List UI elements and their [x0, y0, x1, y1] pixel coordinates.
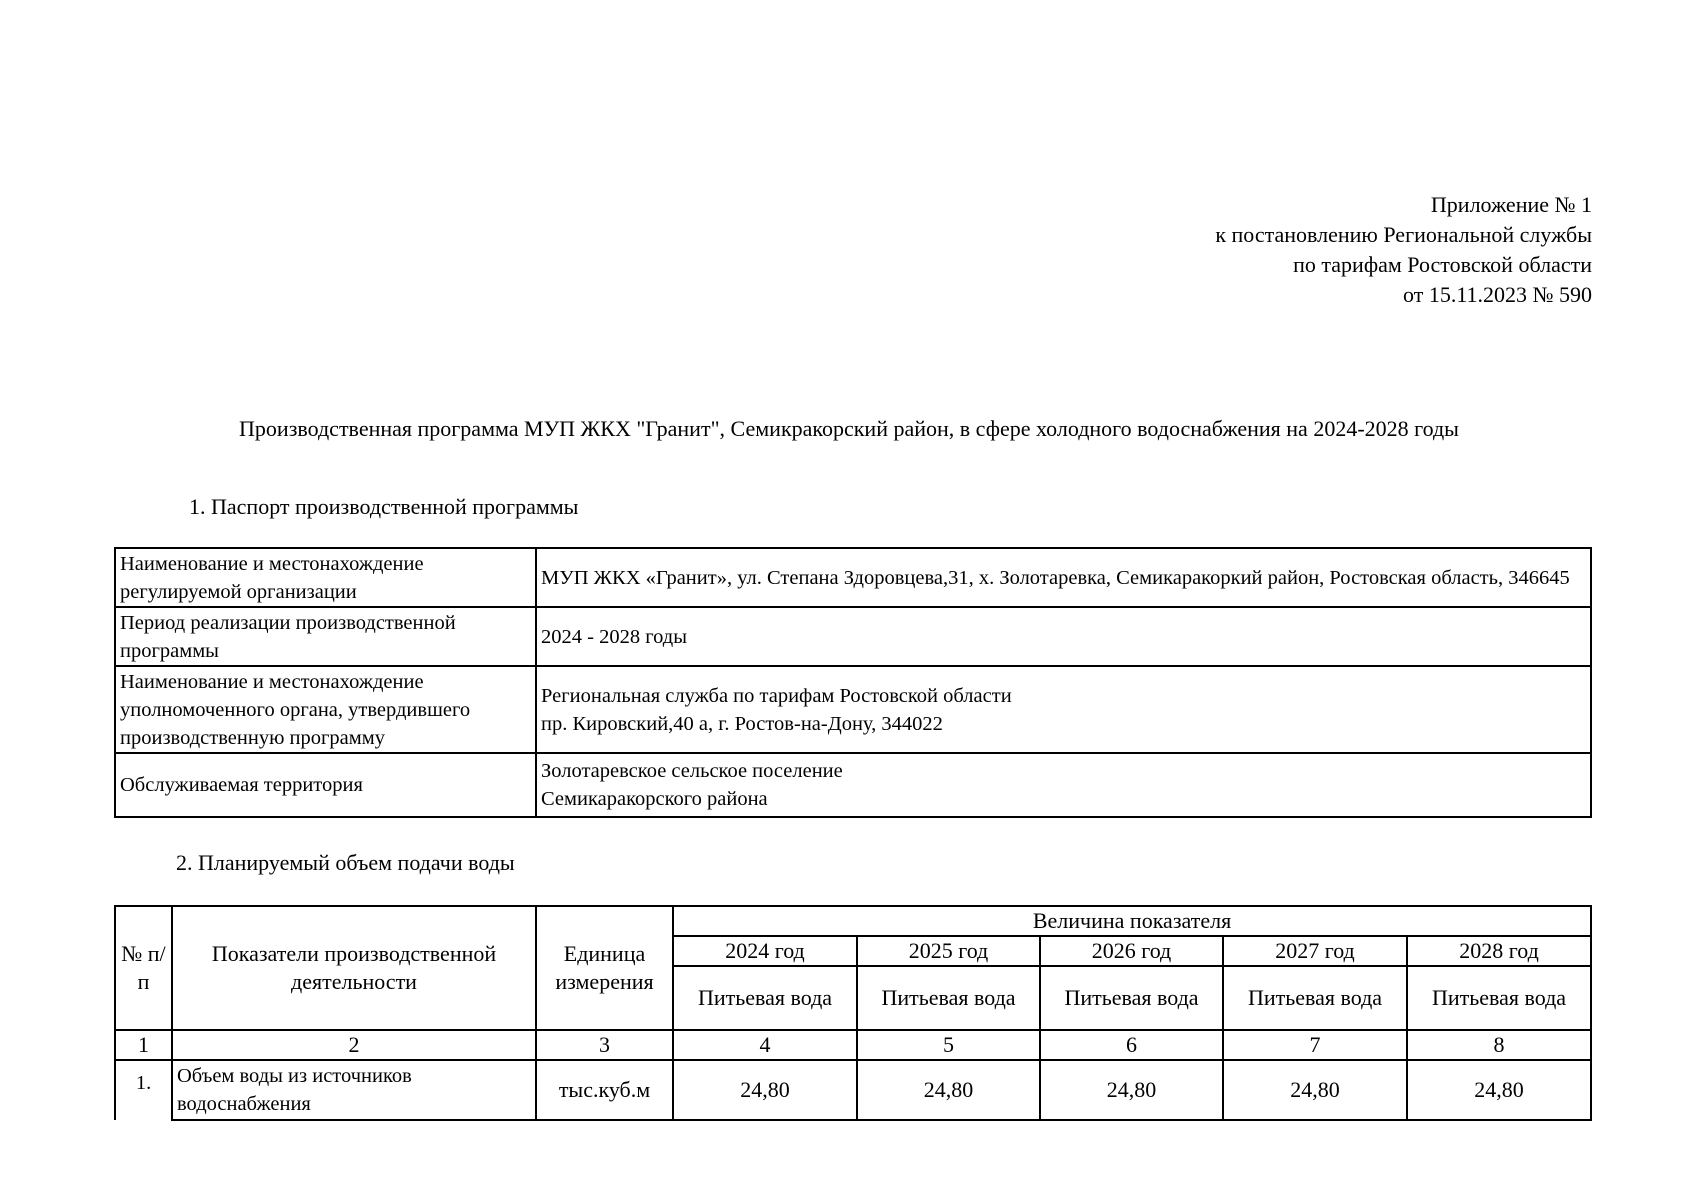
passport-table	[114, 547, 1592, 818]
header-indicator: Показатели производственной деятельности	[172, 906, 536, 1030]
appendix-line-4: от 15.11.2023 № 590	[1403, 282, 1592, 307]
header-unit: Единица измерения	[536, 906, 673, 1030]
header-subheader: Питьевая вода	[1040, 966, 1223, 1030]
header-subheader: Питьевая вода	[857, 966, 1040, 1030]
passport-value	[536, 607, 1591, 666]
header-year: 2026 год	[1040, 936, 1223, 966]
header-year: 2028 год	[1407, 936, 1591, 966]
passport-row	[115, 666, 1591, 753]
row-indicator: Объем воды из источников водоснабжения	[172, 1060, 536, 1120]
row-unit: тыс.куб.м	[536, 1060, 673, 1120]
header-value-group: Величина показателя	[673, 906, 1591, 936]
column-number: 7	[1223, 1030, 1407, 1060]
row-value: 24,80	[1040, 1060, 1223, 1120]
row-value: 24,80	[673, 1060, 857, 1120]
column-number: 3	[536, 1030, 673, 1060]
passport-value	[536, 548, 1591, 607]
passport-value-line: МУП ЖКХ «Гранит», ул. Степана Здоровцева,31, х. Золотаревка, Семикаракоркий район, Ростовская область, 346645	[541, 566, 1570, 589]
header-subheader: Питьевая вода	[1223, 966, 1407, 1030]
column-number: 2	[172, 1030, 536, 1060]
passport-label: Наименование и местонахождение уполномоченного органа, утвердившего производственную программу	[115, 666, 536, 753]
passport-value-line: Региональная служба по тарифам Ростовской области	[541, 684, 1012, 707]
header-year: 2025 год	[857, 936, 1040, 966]
passport-label: Обслуживаемая территория	[115, 753, 536, 817]
column-number: 6	[1040, 1030, 1223, 1060]
passport-value-line: Золотаревское сельское поселение	[541, 760, 843, 782]
section-2-heading: 2. Планируемый объем подачи воды	[176, 850, 515, 875]
column-number: 1	[115, 1030, 172, 1060]
appendix-line-3: по тарифам Ростовской области	[1293, 252, 1592, 277]
header-subheader: Питьевая вода	[673, 966, 857, 1030]
passport-value-line: 2024 - 2028 годы	[541, 625, 687, 648]
header-year: 2027 год	[1223, 936, 1407, 966]
header-row-1	[115, 906, 1591, 936]
row-value: 24,80	[1407, 1060, 1591, 1120]
appendix-line-1: Приложение № 1	[1430, 192, 1592, 217]
water-volume-table	[114, 905, 1592, 1121]
header-num: № п/п	[115, 906, 172, 1030]
passport-value-line: Семикаракорского района	[541, 788, 768, 810]
row-number: 1.	[115, 1060, 172, 1120]
row-value: 24,80	[857, 1060, 1040, 1120]
passport-value-line: пр. Кировский,40 а, г. Ростов-на-Дону, 344022	[541, 712, 943, 735]
column-number: 5	[857, 1030, 1040, 1060]
header-year: 2024 год	[673, 936, 857, 966]
table-row	[115, 1060, 1591, 1120]
row-value: 24,80	[1223, 1060, 1407, 1120]
passport-label: Период реализации производственной программы	[115, 607, 536, 666]
appendix-line-2: к постановлению Региональной службы	[1215, 222, 1592, 247]
passport-row	[115, 607, 1591, 666]
passport-label: Наименование и местонахождение регулируемой организации	[115, 548, 536, 607]
document-title: Производственная программа МУП ЖКХ "Гранит", Семикракорский район, в сфере холодного водоснабжения на 2024-2028 годы	[239, 416, 1459, 441]
column-number-row	[115, 1030, 1591, 1060]
passport-value	[536, 666, 1591, 753]
column-number: 4	[673, 1030, 857, 1060]
passport-row	[115, 753, 1591, 817]
passport-value	[536, 753, 1591, 817]
section-1-heading: 1. Паспорт производственной программы	[189, 494, 579, 519]
header-subheader: Питьевая вода	[1407, 966, 1591, 1030]
column-number: 8	[1407, 1030, 1591, 1060]
appendix-block	[992, 190, 1592, 310]
passport-row	[115, 548, 1591, 607]
